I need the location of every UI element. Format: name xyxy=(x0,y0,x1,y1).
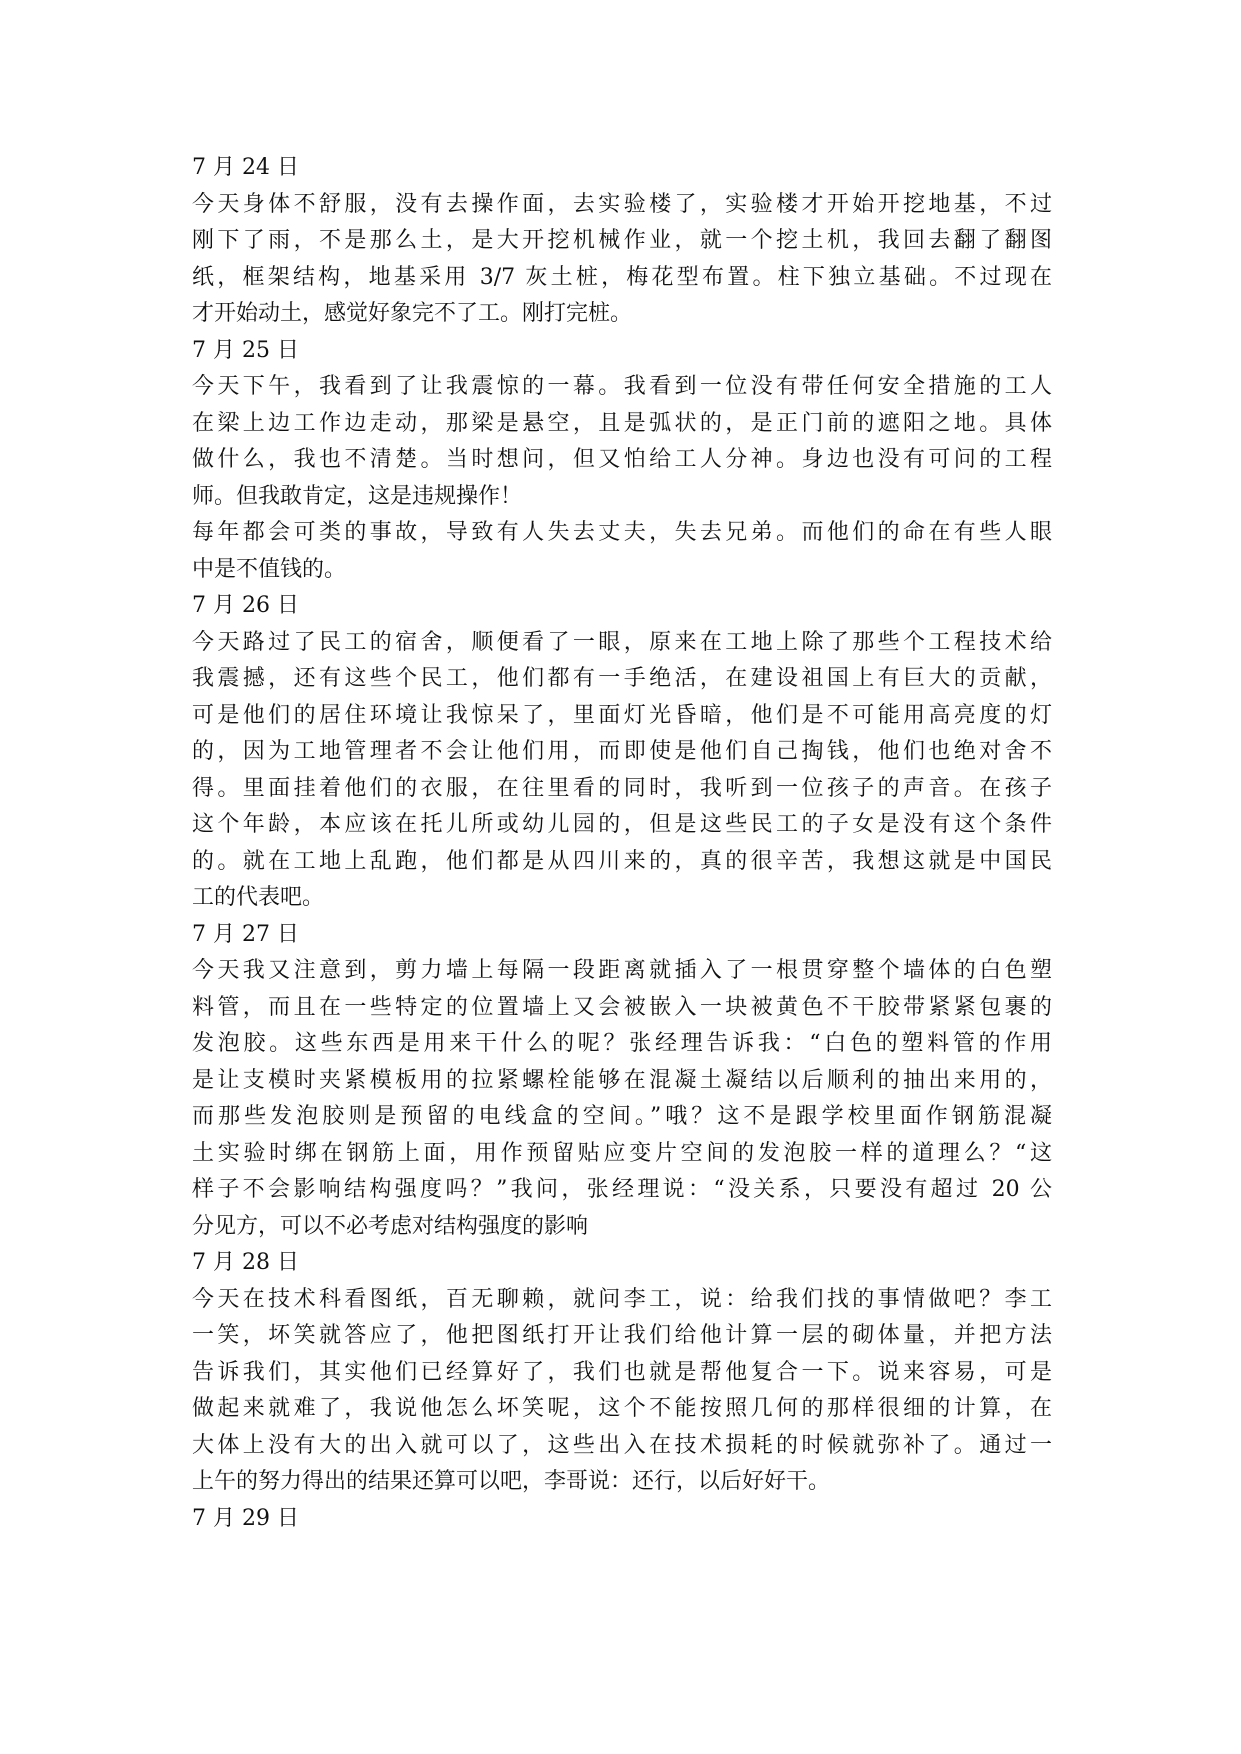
paragraph-line: 才开始动土，感觉好象完不了工。刚打完桩。 xyxy=(192,301,633,326)
document-page xyxy=(192,150,1052,1537)
diary-entry-0727 xyxy=(192,917,1052,1246)
paragraph-line: 分见方，可以不必考虑对结构强度的影响 xyxy=(192,1213,589,1239)
paragraph-line: 可是他们的居住环境让我惊呆了，里面灯光昏暗，他们是不可能用高亮度的灯 xyxy=(192,702,1052,728)
entry-date: 7 月 24 日 xyxy=(192,155,299,180)
paragraph-line: 今天路过了民工的宿舍，顺便看了一眼，原来在工地上除了那些个工程技术给 xyxy=(192,629,1052,655)
paragraph-line: 在梁上边工作边走动，那梁是悬空，且是弧状的，是正门前的遮阳之地。具体 xyxy=(192,410,1052,436)
diary-entry-0729 xyxy=(192,1501,1052,1538)
entry-date: 7 月 29 日 xyxy=(192,1505,299,1531)
paragraph-line: 我震撼，还有这些个民工，他们都有一手绝活，在建设祖国上有巨大的贡献， xyxy=(192,666,1052,691)
diary-entry-0725 xyxy=(192,333,1052,589)
entry-date: 7 月 28 日 xyxy=(192,1250,299,1275)
paragraph-line: 而那些发泡胶则是预留的电线盒的空间。”哦？这不是跟学校里面作钢筋混凝 xyxy=(192,1104,1052,1129)
paragraph-line: 纸，框架结构，地基采用 3/7 灰土桩，梅花型布置。柱下独立基础。不过现在 xyxy=(192,264,1052,290)
paragraph-line: 发泡胶。这些东西是用来干什么的呢？张经理告诉我：“白色的塑料管的作用 xyxy=(192,1031,1052,1056)
paragraph-line: 样子不会影响结构强度吗？”我问，张经理说：“没关系，只要没有超过 20 公 xyxy=(192,1177,1052,1202)
paragraph-line: 工的代表吧。 xyxy=(192,885,325,910)
entry-date: 7 月 25 日 xyxy=(192,337,299,363)
entry-date: 7 月 27 日 xyxy=(192,921,299,947)
paragraph-line: 中是不值钱的。 xyxy=(192,556,347,582)
entry-date: 7 月 26 日 xyxy=(192,593,299,618)
paragraph-line: 是让支模时夹紧模板用的拉紧螺栓能够在混凝土凝结以后顺利的抽出来用的， xyxy=(192,1067,1052,1093)
paragraph-line: 料管，而且在一些特定的位置墙上又会被嵌入一块被黄色不干胶带紧紧包裹的 xyxy=(192,994,1052,1020)
paragraph-line: 的。就在工地上乱跑，他们都是从四川来的，真的很辛苦，我想这就是中国民 xyxy=(192,848,1052,874)
paragraph-line: 土实验时绑在钢筋上面，用作预留贴应变片空间的发泡胶一样的道理么？“这 xyxy=(192,1140,1052,1166)
paragraph-line: 今天身体不舒服，没有去操作面，去实验楼了，实验楼才开始开挖地基，不过 xyxy=(192,191,1052,217)
paragraph-line: 上午的努力得出的结果还算可以吧，李哥说：还行，以后好好干。 xyxy=(192,1469,831,1494)
paragraph-line: 师。但我敢肯定，这是违规操作！ xyxy=(192,483,523,509)
paragraph-line: 今天下午，我看到了让我震惊的一幕。我看到一位没有带任何安全措施的工人 xyxy=(192,374,1052,399)
paragraph-line: 做起来就难了，我说他怎么坏笑呢，这个不能按照几何的那样很细的计算，在 xyxy=(192,1396,1052,1421)
paragraph-line: 大体上没有大的出入就可以了，这些出入在技术损耗的时候就弥补了。通过一 xyxy=(192,1432,1052,1458)
paragraph-line: 告诉我们，其实他们已经算好了，我们也就是帮他复合一下。说来容易，可是 xyxy=(192,1359,1052,1385)
diary-entry-0726 xyxy=(192,588,1052,917)
paragraph-line: 今天在技术科看图纸，百无聊赖，就问李工，说：给我们找的事情做吧？李工 xyxy=(192,1286,1052,1312)
paragraph-line: 刚下了雨，不是那么土，是大开挖机械作业，就一个挖土机，我回去翻了翻图 xyxy=(192,228,1052,253)
paragraph-line: 每年都会可类的事故，导致有人失去丈夫，失去兄弟。而他们的命在有些人眼 xyxy=(192,520,1052,545)
paragraph-line: 得。里面挂着他们的衣服，在往里看的同时，我听到一位孩子的声音。在孩子 xyxy=(192,775,1052,801)
paragraph-line: 今天我又注意到，剪力墙上每隔一段距离就插入了一根贯穿整个墙体的白色塑 xyxy=(192,958,1052,983)
paragraph-line: 做什么，我也不清楚。当时想问，但又怕给工人分神。身边也没有可问的工程 xyxy=(192,447,1052,472)
paragraph-line: 一笑，坏笑就答应了，他把图纸打开让我们给他计算一层的砌体量，并把方法 xyxy=(192,1323,1052,1348)
paragraph-line: 这个年龄，本应该在托儿所或幼儿园的，但是这些民工的子女是没有这个条件 xyxy=(192,812,1052,837)
paragraph-line: 的，因为工地管理者不会让他们用，而即使是他们自己掏钱，他们也绝对舍不 xyxy=(192,739,1052,764)
diary-entry-0728 xyxy=(192,1245,1052,1501)
diary-entry-0724 xyxy=(192,150,1052,333)
